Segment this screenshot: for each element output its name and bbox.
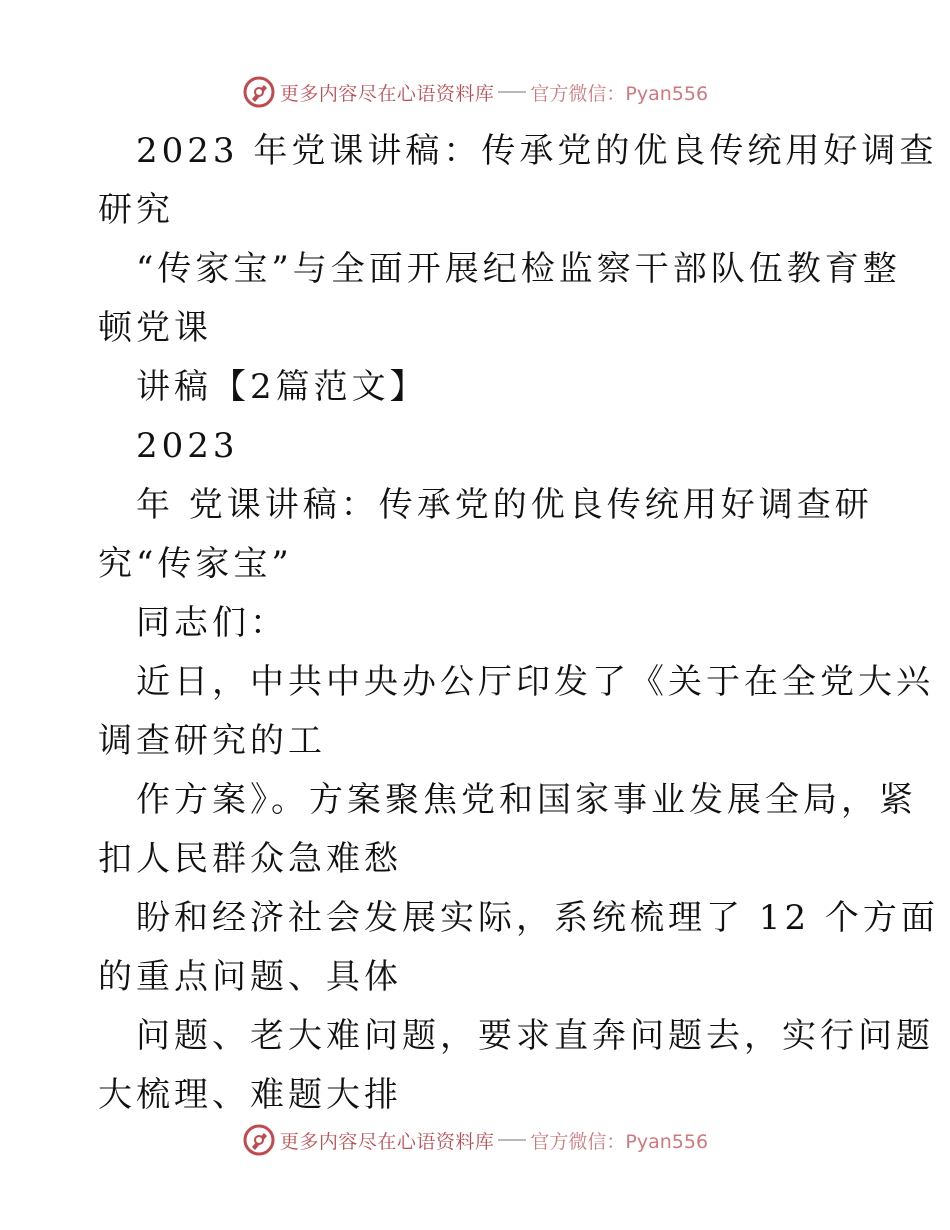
text-line: 讲稿【2篇范文】: [136, 367, 428, 407]
logo-icon: [242, 1123, 276, 1157]
text-line: “传家宝”与全面开展纪检监察干部队伍教育整: [136, 249, 901, 289]
text-line: 扣人民群众急难愁: [98, 839, 402, 879]
logo-icon: [242, 75, 276, 109]
text-line: 调查研究的工: [98, 721, 326, 761]
text-line: 问题、老大难问题，要求直奔问题去，实行问题: [136, 1016, 934, 1056]
text-line: 近日，中共中央办公厅印发了《关于在全党大兴: [136, 662, 934, 702]
text-line: 2023 年党课讲稿：传承党的优良传统用好调查: [136, 131, 938, 171]
text-line: 的重点问题、具体: [98, 957, 402, 997]
text-line: 2023: [136, 426, 239, 466]
footer-banner: [0, 1120, 950, 1160]
document-body: [98, 122, 939, 1125]
text-line: 同志们：: [136, 603, 288, 643]
text-line: 大梳理、难题大排: [98, 1075, 402, 1115]
header-banner: [0, 72, 950, 112]
banner-site-name: 更多内容尽在心语资料库: [279, 1130, 495, 1153]
banner-wechat: 官方微信：Pyan556: [530, 82, 709, 105]
banner-site-name: 更多内容尽在心语资料库: [279, 82, 495, 105]
text-line: 盼和经济社会发展实际，系统梳理了 12 个方面: [136, 898, 939, 938]
text-line: 作方案》。方案聚焦党和国家事业发展全局，紧: [136, 780, 917, 820]
banner-divider: [498, 91, 526, 93]
text-line: 究“传家宝”: [98, 544, 293, 584]
text-line: 年 党课讲稿：传承党的优良传统用好调查研: [136, 485, 873, 525]
banner-wechat: 官方微信：Pyan556: [530, 1130, 709, 1153]
banner-divider: [498, 1139, 526, 1141]
text-line: 研究: [98, 190, 174, 230]
text-line: 顿党课: [98, 308, 212, 348]
